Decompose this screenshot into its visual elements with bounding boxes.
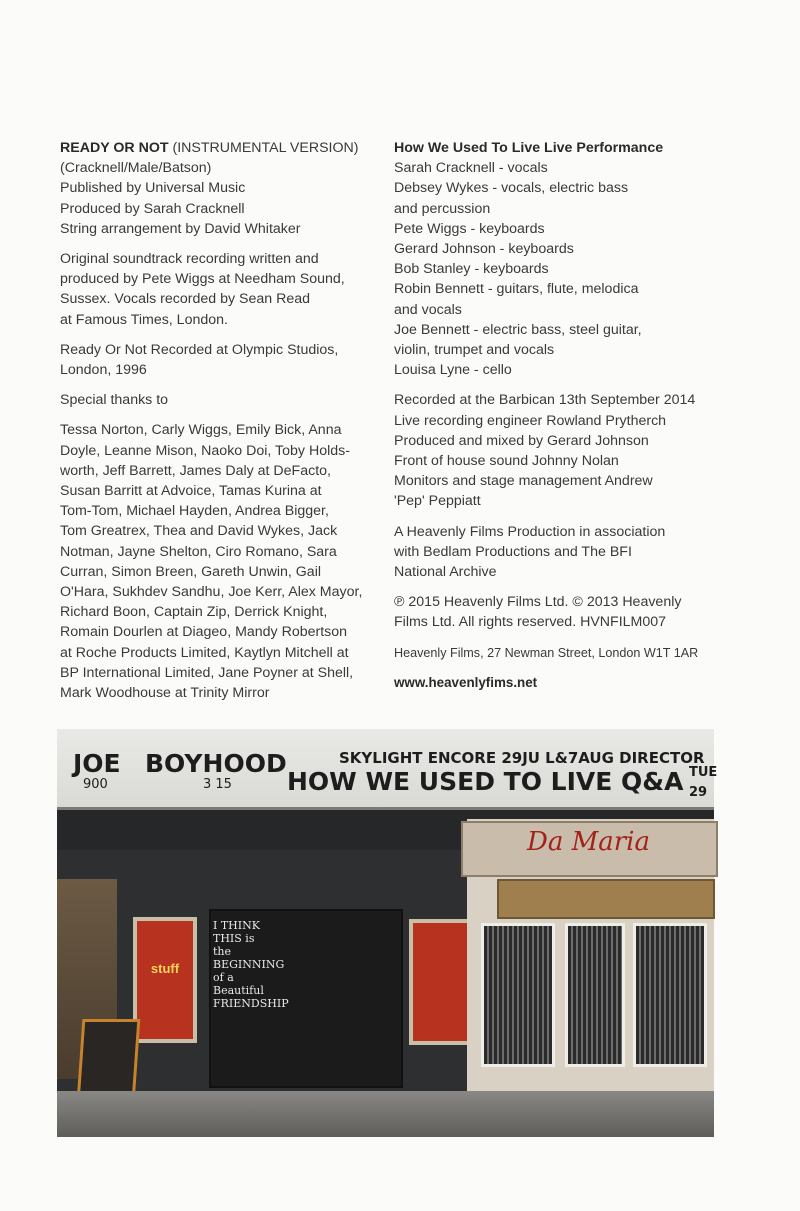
website-url: www.heavenlyfims.net <box>394 674 538 690</box>
recorded-line: London, 1996 <box>60 362 147 379</box>
recording-line: Produced and mixed by Gerard Johnson <box>394 432 649 449</box>
copyright-line: ℗ 2015 Heavenly Films Ltd. © 2013 Heavenly <box>394 594 682 611</box>
performer-line: and vocals <box>394 301 462 318</box>
performer-line: Gerard Johnson - keyboards <box>394 241 574 258</box>
restaurant-window <box>633 923 707 1067</box>
performer-line: Sarah Cracknell - vocals <box>394 160 548 177</box>
credits-line: (Cracknell/Male/Batson) <box>60 160 212 177</box>
credits-line: String arrangement by David Whitaker <box>60 220 301 237</box>
marquee-date: 29 <box>689 785 708 800</box>
soundtrack-line: Sussex. Vocals recorded by Sean Read <box>60 291 311 308</box>
marquee-main-line: HOW WE USED TO LIVE Q&A <box>287 767 684 796</box>
credits-block <box>60 138 378 239</box>
performer-line: Bob Stanley - keyboards <box>394 261 549 278</box>
restaurant-door <box>565 923 625 1067</box>
credits-line: Produced by Sarah Cracknell <box>60 200 245 217</box>
thanks-line: Mark Woodhouse at Trinity Mirror <box>60 685 270 702</box>
thanks-line: Tom Greatrex, Thea and David Wykes, Jack <box>60 523 338 540</box>
marquee-film2-time: 3 15 <box>203 777 232 792</box>
recording-line: Live recording engineer Rowland Prytherch <box>394 412 667 429</box>
performance-block <box>394 138 734 380</box>
recorded-block <box>60 340 378 380</box>
performer-line: Robin Bennett - guitars, flute, melodica <box>394 281 639 298</box>
marquee-top-line: SKYLIGHT ENCORE 29JU L&7AUG DIRECTOR <box>339 749 705 767</box>
recording-line: Front of house sound Johnny Nolan <box>394 453 619 470</box>
copyright-line: Films Ltd. All rights reserved. HVNFILM007 <box>394 614 667 631</box>
cinema-marquee <box>57 729 718 810</box>
production-line: A Heavenly Films Production in association <box>394 523 666 540</box>
performer-line: and percussion <box>394 200 491 217</box>
performer-line: Debsey Wykes - vocals, electric bass <box>394 180 629 197</box>
film-poster-right <box>409 919 473 1045</box>
performer-line: Joe Bennett - electric bass, steel guitar, <box>394 321 642 338</box>
thanks-line: Tessa Norton, Carly Wiggs, Emily Bick, Anna <box>60 422 342 439</box>
thanks-line: BP International Limited, Jane Poyner at Shell, <box>60 664 354 681</box>
performer-line: Louisa Lyne - cello <box>394 362 512 379</box>
film-poster-left <box>133 917 197 1043</box>
soundtrack-line: at Famous Times, London. <box>60 311 228 328</box>
thanks-heading: Special thanks to <box>60 392 169 409</box>
url-block <box>394 673 734 693</box>
marquee-film1: JOE <box>73 749 121 778</box>
recording-line: Monitors and stage management Andrew <box>394 473 653 490</box>
credits-title <box>60 138 378 158</box>
left-column <box>60 138 378 713</box>
pavement <box>57 1091 714 1137</box>
performer-line: Pete Wiggs - keyboards <box>394 220 545 237</box>
right-column <box>394 138 734 703</box>
soundtrack-line: produced by Pete Wiggs at Needham Sound, <box>60 271 345 288</box>
credits-title-rest: (INSTRUMENTAL VERSION) <box>168 140 359 156</box>
thanks-line: Romain Dourlen at Diageo, Mandy Robertson <box>60 624 348 641</box>
thanks-line: Curran, Simon Breen, Gareth Unwin, Gail <box>60 563 322 580</box>
thanks-line: at Roche Products Limited, Kaytlyn Mitchell at <box>60 644 349 661</box>
door-sign: I THINK THIS is the BEGINNING of a Beautiful FRIENDSHIP <box>213 919 289 1010</box>
credits-line: Published by Universal Music <box>60 180 246 197</box>
thanks-block <box>60 420 378 703</box>
soundtrack-line: Original soundtrack recording written and <box>60 251 319 268</box>
performer-line: violin, trumpet and vocals <box>394 342 555 359</box>
marquee-film2: BOYHOOD <box>145 749 287 778</box>
performance-heading: How We Used To Live Live Performance <box>394 140 664 156</box>
thanks-line: Notman, Jayne Shelton, Ciro Romano, Sara <box>60 543 337 560</box>
production-block <box>394 522 734 583</box>
address: Heavenly Films, 27 Newman Street, London W1T 1AR <box>394 645 699 660</box>
thanks-line: Doyle, Leanne Mison, Naoko Doi, Toby Holds- <box>60 442 350 459</box>
cinema-photo <box>57 729 718 1137</box>
poster-text: stuff <box>150 961 180 976</box>
restaurant-window <box>481 923 555 1067</box>
production-line: National Archive <box>394 564 497 581</box>
recorded-line: Ready Or Not Recorded at Olympic Studios, <box>60 341 339 358</box>
thanks-line: O'Hara, Sukhdev Sandhu, Joe Kerr, Alex Mayor, <box>60 584 363 601</box>
thanks-line: worth, Jeff Barrett, James Daly at DeFacto, <box>60 462 331 479</box>
marquee-film1-time: 900 <box>83 777 108 792</box>
copyright-block <box>394 592 734 632</box>
restaurant-name: Da Maria <box>527 827 650 857</box>
recording-line: Recorded at the Barbican 13th September 2014 <box>394 392 696 409</box>
address-block <box>394 643 734 663</box>
thanks-line: Tom-Tom, Michael Hayden, Andrea Bigger, <box>60 503 329 520</box>
thanks-heading-block <box>60 390 378 410</box>
recording-line: 'Pep' Peppiatt <box>394 493 481 510</box>
credits-title-bold: READY OR NOT <box>60 140 169 156</box>
soundtrack-block <box>60 249 378 330</box>
thanks-line: Richard Boon, Captain Zip, Derrick Knight, <box>60 604 328 621</box>
restaurant-board <box>497 879 715 919</box>
recording-block <box>394 390 734 511</box>
production-line: with Bedlam Productions and The BFI <box>394 543 632 560</box>
marquee-day: TUE <box>689 765 718 780</box>
thanks-line: Susan Barritt at Advoice, Tamas Kurina at <box>60 483 322 500</box>
